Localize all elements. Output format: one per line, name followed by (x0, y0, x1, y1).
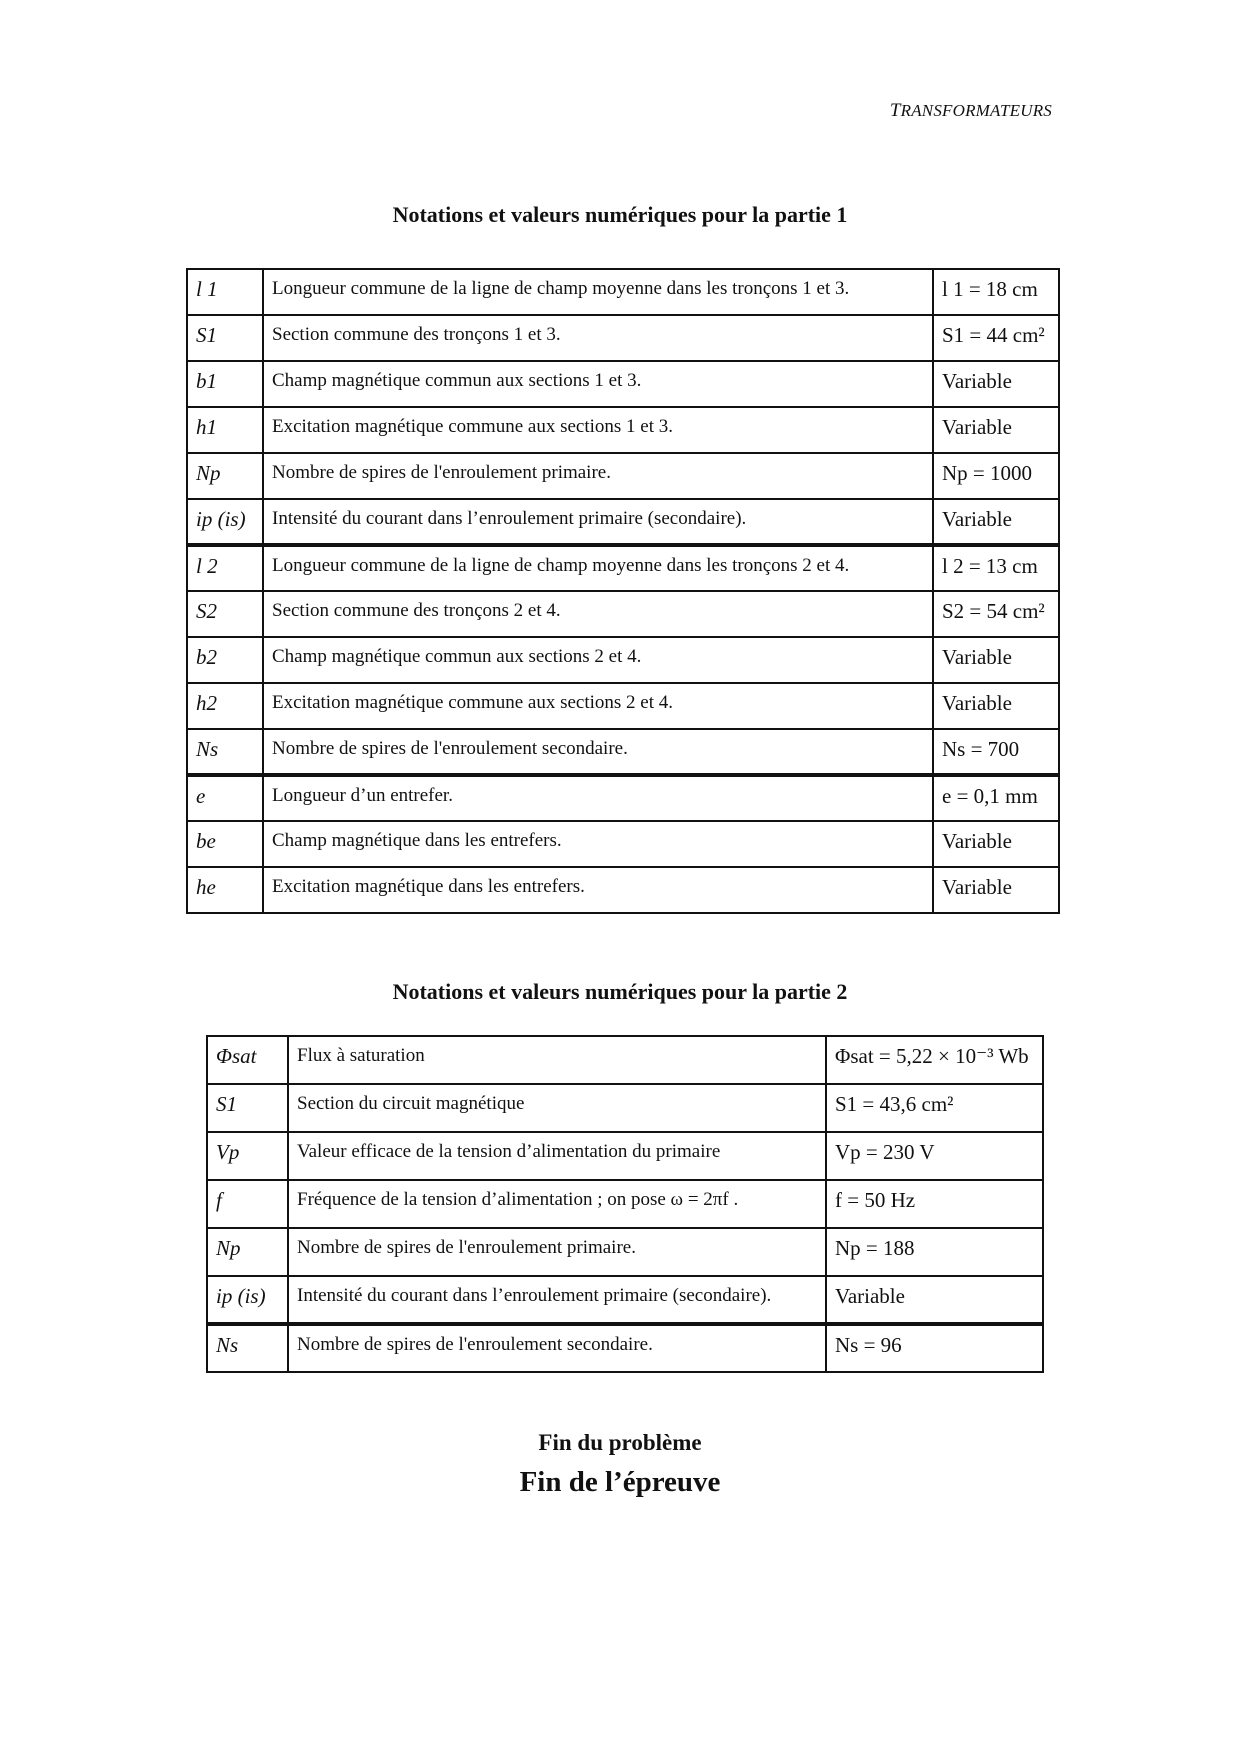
symbol-cell: l 1 (187, 269, 263, 315)
symbol-cell: he (187, 867, 263, 913)
table-row (187, 361, 1059, 407)
symbol-cell: S1 (207, 1084, 288, 1132)
description-cell: Longueur d’un entrefer. (263, 775, 933, 821)
description-cell: Section commune des tronçons 2 et 4. (263, 591, 933, 637)
symbol-cell: h2 (187, 683, 263, 729)
symbol-cell: b1 (187, 361, 263, 407)
value-cell: S1 = 43,6 cm² (826, 1084, 1043, 1132)
value-cell: Variable (933, 637, 1059, 683)
table-row (187, 269, 1059, 315)
symbol-cell: e (187, 775, 263, 821)
symbol-cell: S1 (187, 315, 263, 361)
table-row (187, 867, 1059, 913)
value-cell: Variable (933, 407, 1059, 453)
part1-table (186, 268, 1060, 914)
symbol-cell: f (207, 1180, 288, 1228)
value-cell: Variable (826, 1276, 1043, 1324)
value-cell: Ns = 700 (933, 729, 1059, 775)
description-cell: Section du circuit magnétique (288, 1084, 826, 1132)
value-cell: S2 = 54 cm² (933, 591, 1059, 637)
description-cell: Intensité du courant dans l’enroulement primaire (secondaire). (263, 499, 933, 545)
symbol-cell: ip (is) (187, 499, 263, 545)
symbol-cell: l 2 (187, 545, 263, 591)
symbol-cell: S2 (187, 591, 263, 637)
value-cell: e = 0,1 mm (933, 775, 1059, 821)
value-cell: l 1 = 18 cm (933, 269, 1059, 315)
running-header-first-letter: T (889, 100, 901, 121)
value-cell: Np = 188 (826, 1228, 1043, 1276)
value-cell: Variable (933, 683, 1059, 729)
value-cell: S1 = 44 cm² (933, 315, 1059, 361)
table-row (187, 545, 1059, 591)
table-row (187, 821, 1059, 867)
running-header (890, 100, 1052, 122)
value-cell: Vp = 230 V (826, 1132, 1043, 1180)
part2-table (206, 1035, 1044, 1373)
table-row (187, 775, 1059, 821)
symbol-cell: h1 (187, 407, 263, 453)
description-cell: Champ magnétique dans les entrefers. (263, 821, 933, 867)
part1-title: Notations et valeurs numériques pour la partie 1 (392, 202, 848, 227)
symbol-cell: Ns (207, 1324, 288, 1372)
description-cell: Nombre de spires de l'enroulement primaire. (263, 453, 933, 499)
description-cell: Valeur efficace de la tension d’alimentation du primaire (288, 1132, 826, 1180)
value-cell: Np = 1000 (933, 453, 1059, 499)
symbol-cell: ip (is) (207, 1276, 288, 1324)
table-row (207, 1180, 1043, 1228)
table-row (207, 1132, 1043, 1180)
symbol-cell: Φsat (207, 1036, 288, 1084)
value-cell: f = 50 Hz (826, 1180, 1043, 1228)
symbol-cell: Ns (187, 729, 263, 775)
value-cell: l 2 = 13 cm (933, 545, 1059, 591)
table-row (187, 683, 1059, 729)
value-cell: Variable (933, 499, 1059, 545)
description-cell: Fréquence de la tension d’alimentation ; on pose ω = 2πf . (288, 1180, 826, 1228)
end-of-problem: Fin du problème (538, 1430, 702, 1455)
description-cell: Section commune des tronçons 1 et 3. (263, 315, 933, 361)
description-cell: Intensité du courant dans l’enroulement primaire (secondaire). (288, 1276, 826, 1324)
value-cell: Variable (933, 821, 1059, 867)
part2-title: Notations et valeurs numériques pour la partie 2 (392, 979, 848, 1004)
table-row (187, 453, 1059, 499)
symbol-cell: be (187, 821, 263, 867)
running-header-rest: RANSFORMATEURS (900, 101, 1052, 120)
description-cell: Nombre de spires de l'enroulement primaire. (288, 1228, 826, 1276)
symbol-cell: Np (207, 1228, 288, 1276)
symbol-cell: Vp (207, 1132, 288, 1180)
symbol-cell: b2 (187, 637, 263, 683)
description-cell: Excitation magnétique commune aux sections 2 et 4. (263, 683, 933, 729)
table-row (187, 729, 1059, 775)
description-cell: Champ magnétique commun aux sections 2 et 4. (263, 637, 933, 683)
symbol-cell: Np (187, 453, 263, 499)
value-cell: Φsat = 5,22 × 10⁻³ Wb (826, 1036, 1043, 1084)
table-row (187, 499, 1059, 545)
value-cell: Ns = 96 (826, 1324, 1043, 1372)
table-row (207, 1036, 1043, 1084)
table-row (207, 1228, 1043, 1276)
table-row (187, 637, 1059, 683)
description-cell: Nombre de spires de l'enroulement secondaire. (288, 1324, 826, 1372)
table-row (187, 315, 1059, 361)
description-cell: Longueur commune de la ligne de champ moyenne dans les tronçons 2 et 4. (263, 545, 933, 591)
table-row (187, 591, 1059, 637)
description-cell: Excitation magnétique dans les entrefers. (263, 867, 933, 913)
table-row (207, 1276, 1043, 1324)
description-cell: Excitation magnétique commune aux sections 1 et 3. (263, 407, 933, 453)
table-row (207, 1324, 1043, 1372)
end-of-exam: Fin de l’épreuve (519, 1466, 721, 1498)
description-cell: Nombre de spires de l'enroulement secondaire. (263, 729, 933, 775)
table-row (187, 407, 1059, 453)
value-cell: Variable (933, 361, 1059, 407)
description-cell: Flux à saturation (288, 1036, 826, 1084)
description-cell: Champ magnétique commun aux sections 1 et 3. (263, 361, 933, 407)
description-cell: Longueur commune de la ligne de champ moyenne dans les tronçons 1 et 3. (263, 269, 933, 315)
table-row (207, 1084, 1043, 1132)
value-cell: Variable (933, 867, 1059, 913)
